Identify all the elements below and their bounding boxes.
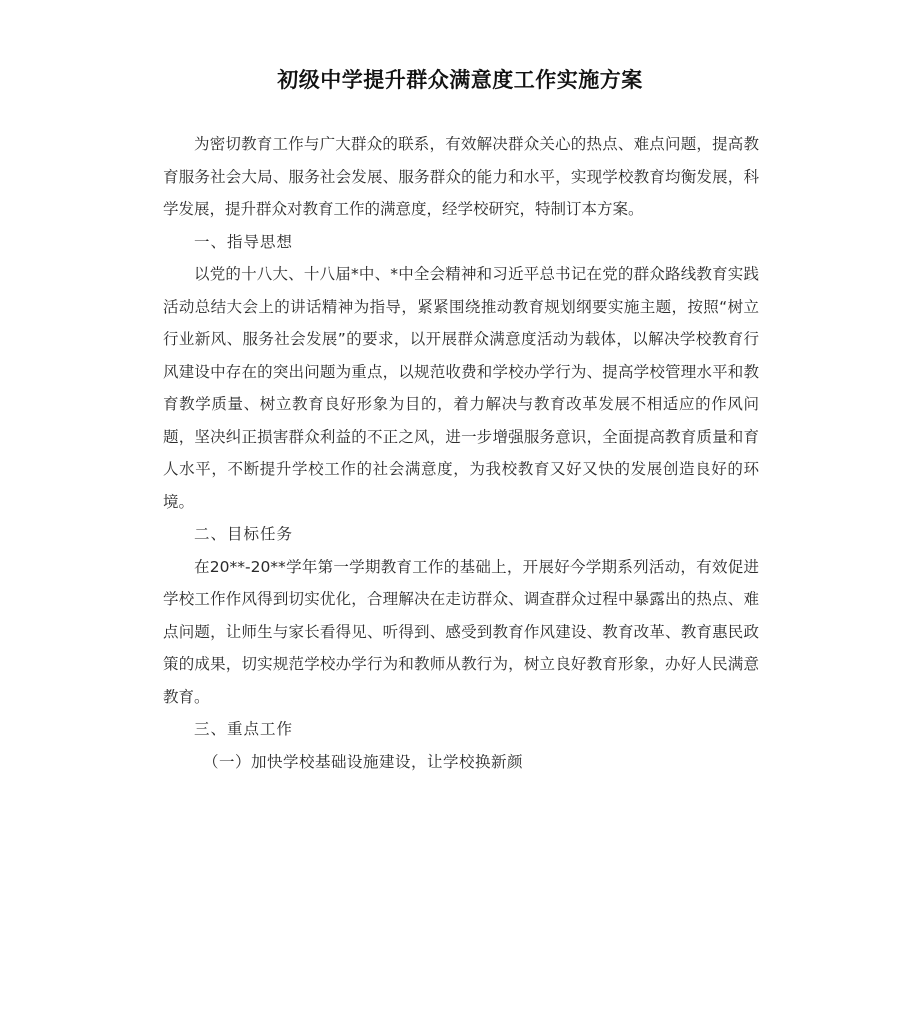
goals-tasks-paragraph: 在20**-20**学年第一学期教育工作的基础上，开展好今学期系列活动，有效促进学校工作作风得到切实优化，合理解决在走访群众、调查群众过程中暴露出的热点、难点问题，让师生与家长看得见、听得到、感受到教育作风建设、教育改革、教育惠民政策的成果，切实规范学校办学行为和教师从教行为，树立良好教育形象，办好人民满意教育。 (163, 557, 759, 706)
guiding-ideology-paragraph: 以党的十八大、十八届*中、*中全会精神和习近平总书记在党的群众路线教育实践活动总结大会上的讲话精神为指导，紧紧围绕推动教育规划纲要实施主题，按照“树立行业新风、服务社会发展”的要求，以开展群众满意度活动为载体，以解决学校教育行风建设中存在的突出问题为重点，以规范收费和学校办学行为、提高学校管理水平和教育教学质量、树立教育良好形象为目的，着力解决与教育改革发展不相适应的作风问题，坚决纠正损害群众利益的不正之风，进一步增强服务意识，全面提高教育质量和育人水平，不断提升学校工作的社会满意度，为我校教育又好又快的发展创造良好的环境。 (163, 265, 759, 511)
document-title: 初级中学提升群众满意度工作实施方案 (277, 68, 643, 92)
section-heading-key-work: 三、重点工作 (194, 720, 294, 738)
section-heading-guiding-ideology: 一、指导思想 (194, 232, 294, 251)
document-body (163, 128, 759, 778)
key-work-subheading-1: （一）加快学校基础设施建设，让学校换新颜 (203, 752, 524, 771)
section-heading-goals-tasks: 二、目标任务 (194, 525, 294, 543)
intro-paragraph: 为密切教育工作与广大群众的联系，有效解决群众关心的热点、难点问题，提高教育服务社会大局、服务社会发展、服务群众的能力和水平，实现学校教育均衡发展，科学发展，提升群众对教育工作的满意度，经学校研究，特制订本方案。 (163, 135, 759, 218)
